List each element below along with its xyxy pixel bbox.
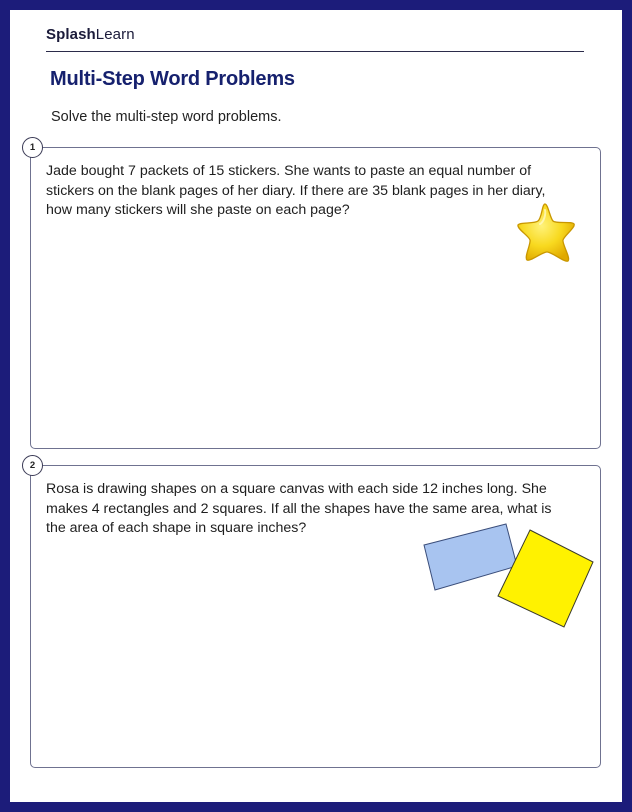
shapes-illustration: [423, 523, 595, 631]
question-text: Rosa is drawing shapes on a square canvas with each side 12 inches long. She makes 4 rectangles and 2 squares. If all the shapes have the same area, what is the area of each shape in square inches?: [46, 481, 552, 536]
rectangle-shape: [424, 524, 517, 590]
splashlearn-logo: [46, 26, 135, 43]
question-box-2: [29, 460, 601, 768]
worksheet-instructions: Solve the multi-step word problems.: [51, 109, 282, 125]
question-box-1: [29, 142, 601, 449]
square-shape: [498, 530, 593, 627]
question-number-badge: 1: [22, 137, 43, 158]
star-icon: [514, 200, 580, 266]
logo-text-regular: Learn: [95, 26, 135, 43]
logo-text-bold: Splash: [46, 26, 96, 43]
header-divider: [46, 51, 584, 52]
question-text: Jade bought 7 packets of 15 stickers. She wants to paste an equal number of stickers on the blank pages of her diary. If there are 35 blank pages in her diary, how many stickers will she paste on each page?: [46, 163, 546, 218]
worksheet-title: Multi-Step Word Problems: [50, 68, 295, 90]
question-number-badge: 2: [22, 455, 43, 476]
